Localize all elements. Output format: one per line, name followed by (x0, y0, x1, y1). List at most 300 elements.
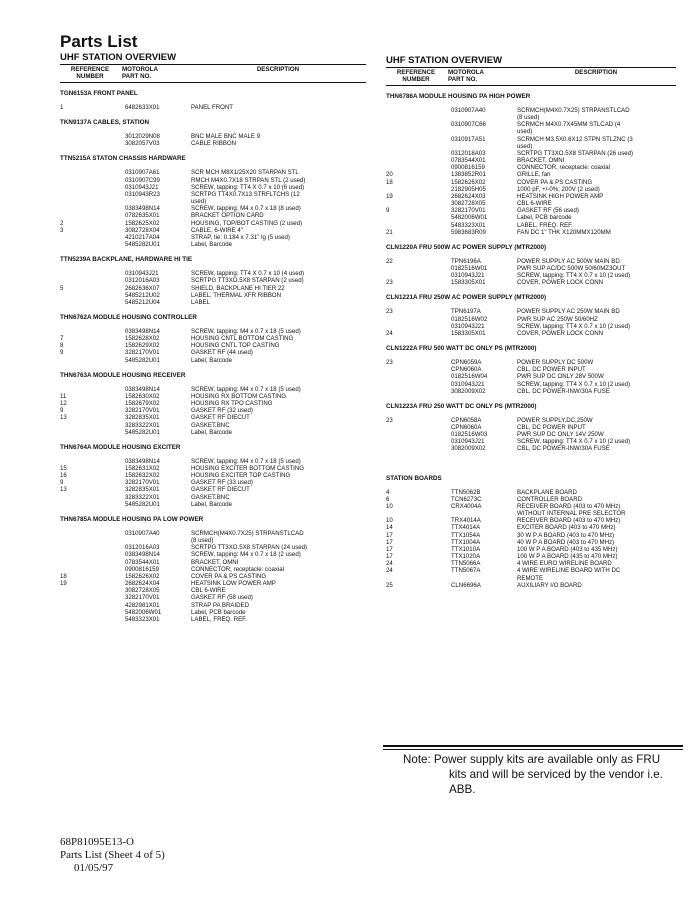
part-description: SCREW, tapping: TT4 X 0.7 x 10 (4 used) (191, 270, 305, 278)
reference-number: 10 (386, 517, 393, 525)
part-number: TPN6196A (451, 257, 481, 265)
part-description: SCREW, tapping: M4 x 0.7 x 18 (2 used) (191, 551, 301, 559)
reference-number (386, 107, 451, 114)
table-row (386, 272, 676, 279)
reference-number: 23 (386, 308, 393, 316)
reference-number: 24 (386, 567, 393, 575)
part-description: CONNECTOR, receptacle: coaxial (517, 164, 611, 172)
part-description: WITHOUT INTERNAL PRE SELECTOR (517, 510, 626, 518)
part-number: TTX1010A (451, 545, 481, 553)
table-row (386, 179, 676, 186)
part-description: COVER PA & PS CASTING (191, 572, 267, 580)
part-number: 0383498N14 (125, 551, 160, 559)
table-row (386, 489, 676, 496)
note-divider (383, 745, 683, 750)
reference-number: 19 (386, 192, 393, 200)
table-row (60, 544, 366, 551)
reference-number (60, 422, 125, 429)
part-description: CBL, DC POWER INPUT (517, 424, 586, 431)
part-number: 5485212U04 (125, 298, 160, 306)
reference-number: 17 (386, 538, 393, 546)
part-description: Label, PCB barcode (191, 608, 246, 616)
part-number: 3012029N08 (125, 133, 160, 141)
part-number: TTN5067A (451, 567, 481, 575)
reference-number (386, 128, 451, 135)
part-description: HEATSINK HIGH POWER AMP (517, 192, 604, 200)
table-row (60, 285, 366, 292)
reference-number (386, 424, 451, 431)
reference-number (60, 609, 125, 616)
part-number (125, 537, 191, 544)
header-reference-number: REFERENCE NUMBER (70, 66, 110, 80)
reference-number: 1 (60, 104, 64, 111)
part-description: LABEL (191, 298, 210, 306)
part-number: 1582631X02 (125, 465, 160, 472)
table-row (60, 580, 366, 587)
part-description: PANEL FRONT (191, 104, 233, 111)
part-description: RMCH M4X0.7X18 STRPAN STL (2 used) (191, 176, 306, 184)
table-row (60, 458, 366, 465)
reference-number (386, 150, 451, 157)
reference-number: 17 (386, 545, 393, 553)
reference-number: 24 (386, 560, 393, 568)
reference-number (386, 366, 451, 373)
table-row (60, 357, 366, 364)
part-description: GASKET RF DIECUT (191, 414, 250, 422)
table-row (60, 559, 366, 566)
table-row (386, 381, 676, 388)
table-row (386, 193, 676, 200)
reference-number (386, 164, 451, 171)
table-row (60, 198, 366, 205)
part-number: 0312018A03 (451, 149, 486, 157)
part-number: 1582630X02 (125, 392, 160, 400)
part-description: SCREW, tapping: TT4 X 0.7 x 10 (2 used) (517, 272, 631, 280)
table-row (386, 438, 676, 445)
reference-number (60, 212, 125, 219)
reference-number: 16 (60, 472, 67, 480)
part-description: SCRMCH M3.5X0.6X12 STPN STLZNC (3 (517, 135, 633, 143)
reference-number (60, 205, 125, 212)
reference-number: 8 (60, 342, 64, 350)
part-description: STRAP PA BRAIDED (191, 601, 250, 609)
reference-number: 20 (386, 171, 393, 179)
reference-number (386, 445, 451, 452)
part-number: 1383852R01 (451, 171, 486, 179)
reference-number (60, 241, 125, 248)
part-number: 5482006W01 (451, 214, 488, 222)
part-number: CPN6060A (451, 424, 482, 431)
reference-number: 24 (386, 329, 393, 337)
part-description: 4 WIRE EURO WIRELINE BOARD (517, 560, 612, 568)
part-number: 0182516W02 (451, 315, 488, 323)
reference-number (60, 501, 125, 508)
reference-number: 18 (386, 178, 393, 186)
header-part-number: MOTOROLA PART NO. (122, 66, 158, 80)
reference-number (386, 136, 451, 143)
part-number: 3282835X01 (125, 486, 160, 494)
table-row (386, 186, 676, 193)
table-row (386, 575, 676, 582)
reference-number: 3 (60, 226, 64, 234)
part-number: 0900816159 (125, 565, 159, 573)
part-description: SCREW, tapping: TT4 X 0.7 x 10 (2 used) (517, 438, 631, 446)
reference-number (386, 157, 451, 164)
reference-number: 4 (386, 488, 390, 496)
part-description: BRACKET, OMNI (517, 157, 565, 165)
part-number: 6482633X01 (125, 104, 160, 111)
part-description: SCREW, tapping: M4 x 0.7 x 18 (5 used) (191, 327, 301, 335)
section-title: TGN6153A FRONT PANEL (60, 90, 138, 97)
reference-number (60, 594, 125, 601)
reference-number (386, 431, 451, 438)
part-description: SCREW, tapping: TT4 X 0.7 x 10 (2 used) (517, 322, 631, 330)
part-number: 5485212U02 (125, 291, 160, 299)
reference-number (60, 277, 125, 284)
part-description: Label, Barcode (191, 356, 232, 364)
reference-number (60, 270, 125, 277)
table-row (386, 258, 676, 265)
reference-number (386, 510, 451, 517)
reference-number (60, 133, 125, 140)
part-number: TPN6197A (451, 308, 481, 316)
table-row (60, 212, 366, 219)
part-description: LABEL, FREQ. REF. (517, 221, 573, 229)
reference-number (60, 458, 125, 465)
part-description: HEATSINK LOW POWER AMP (191, 580, 276, 588)
part-description: FAN DC 1" THK X120MMX120MM (517, 228, 611, 236)
part-number: 1582628X02 (125, 335, 160, 343)
reference-number: 22 (386, 257, 393, 265)
part-number: 0310907C66 (451, 121, 486, 129)
table-row (386, 323, 676, 330)
note-line-2: kits and will be serviced by the vendor i.e. (449, 768, 663, 781)
part-number: 3283322X01 (125, 493, 160, 501)
part-description: POWER SUPPLY,DC,250W (517, 416, 593, 424)
table-row (60, 429, 366, 436)
table-row (60, 407, 366, 414)
table-row (60, 227, 366, 234)
reference-number (386, 265, 451, 272)
table-row (386, 366, 676, 373)
part-number: 0182516W03 (451, 431, 488, 439)
part-description: SCREW, tapping: TT4 X 0.7 x 10 (2 used) (517, 380, 631, 388)
reference-number (386, 222, 451, 229)
section-title: CLN1222A FRU 500 WATT DC ONLY PS (MTR2000) (386, 345, 537, 353)
table-row (386, 136, 676, 143)
table-row (60, 494, 366, 501)
part-number: TTN5066A (451, 560, 481, 568)
table-row (60, 299, 366, 306)
part-description: BNC MALE BNC MALE 9 (191, 133, 261, 141)
table-row (386, 539, 676, 546)
table-row (60, 277, 366, 284)
section-title: CLN1223A FRU 250 WATT DC ONLY PS (MTR2000) (386, 402, 537, 410)
table-row (386, 107, 676, 114)
part-description: HOUSING EXCITER BOTTOM CASTING (191, 465, 304, 472)
table-row (386, 164, 676, 171)
part-description: HOUSING RX BOTTOM CASTING (191, 392, 287, 400)
column-title: UHF STATION OVERVIEW (386, 55, 676, 68)
part-number: 0383498N14 (125, 385, 160, 393)
column-title: UHF STATION OVERVIEW (60, 52, 366, 65)
reference-number: 10 (386, 502, 393, 510)
table-row (60, 551, 366, 558)
reference-number (60, 386, 125, 393)
table-row (60, 241, 366, 248)
part-description: HOUSING, TOP/BOT CASTING (2 used) (191, 219, 303, 227)
table-row (386, 171, 676, 178)
part-description: HOUSING EXCITER TOP CASTING (191, 472, 291, 480)
reference-number: 18 (60, 572, 67, 580)
part-description: GASKET,BNC (191, 421, 230, 429)
part-number: 0310943J21 (125, 183, 159, 191)
part-number: 0310943J21 (451, 322, 485, 330)
table-row (60, 479, 366, 486)
table-row (386, 150, 676, 157)
part-number: 3082728X04 (125, 226, 160, 234)
part-description: GASKET RF (33 used) (191, 479, 253, 487)
header-reference-number: REFERENCE NUMBER (396, 69, 436, 83)
part-description: SHIELD, BACKPLANE HI TIER 22 (191, 284, 285, 292)
part-number: 2682624X03 (451, 192, 486, 200)
part-description: BRACKET, OMNI (191, 558, 239, 566)
reference-number: 6 (386, 495, 390, 503)
part-number: 3082057V03 (125, 140, 160, 148)
table-row (60, 234, 366, 241)
table-row (386, 582, 676, 589)
table-row (386, 431, 676, 438)
reference-number: 7 (60, 335, 64, 343)
reference-number: 17 (386, 531, 393, 539)
part-description: RECEIVER BOARD (403 to 470 MHz) (517, 502, 621, 510)
table-row (386, 546, 676, 553)
part-description: REMOTE (517, 574, 544, 582)
table-row (386, 114, 676, 121)
table-row (386, 424, 676, 431)
sheet-label: Parts List (Sheet 4 of 5) (60, 849, 165, 861)
table-row (60, 602, 366, 609)
table-row (60, 530, 366, 537)
part-number: TTX1054A (451, 531, 481, 539)
part-description: used) (517, 128, 533, 136)
reference-number (60, 566, 125, 573)
part-description: Label, PCB barcode (517, 214, 572, 222)
part-description: AUXILIARY I/O BOARD (517, 581, 582, 589)
reference-number (386, 323, 451, 330)
table-row (60, 609, 366, 616)
table-row (386, 128, 676, 135)
part-number: 0310907A61 (125, 169, 160, 177)
part-number: 0310943J21 (451, 380, 485, 388)
part-number: 4210217A04 (125, 233, 160, 241)
part-description: 30 W P A BOARD (403 to 470 MHz) (517, 531, 615, 539)
table-row (386, 532, 676, 539)
table-row (386, 214, 676, 221)
reference-number: 9 (60, 479, 64, 487)
part-description: SCREW, tapping: M4 x 0.7 x 18 (5 used) (191, 385, 301, 393)
part-description: HOUSING RX TPO CASTING (191, 400, 273, 408)
reference-number (386, 388, 451, 395)
table-row (386, 524, 676, 531)
table-row (60, 335, 366, 342)
part-number (451, 575, 517, 582)
part-description: POWER SUPPLY DC 500W (517, 359, 594, 367)
reference-number (386, 214, 451, 221)
part-description: 1000 pF, +/-0%; 200V (2 used) (517, 185, 600, 193)
part-number: 1583305X01 (451, 329, 486, 337)
part-description: COVER PA & PS CASTING (517, 178, 593, 186)
part-number: 0782635X01 (125, 212, 160, 220)
part-description: GASKET RF (44 used) (191, 349, 253, 357)
table-row (60, 414, 366, 421)
reference-number (60, 494, 125, 501)
part-number: TTX4014A (451, 524, 481, 532)
table-row (386, 121, 676, 128)
reference-number: 17 (386, 553, 393, 561)
table-row (386, 445, 676, 452)
reference-number: 2 (60, 219, 64, 227)
reference-number (386, 316, 451, 323)
left-column (60, 52, 366, 623)
reference-number: 13 (60, 486, 67, 494)
reference-number (60, 234, 125, 241)
table-row (60, 349, 366, 356)
part-number: 3082009X02 (451, 445, 486, 453)
table-row (386, 229, 676, 236)
part-description: PWR SUP DC ONLY 14V 250W (517, 431, 604, 439)
reference-number: 9 (60, 349, 64, 357)
part-description: LABEL, THERMAL XFR RIBBON (191, 291, 282, 299)
part-number: 5485282U01 (125, 428, 160, 436)
part-number (451, 114, 517, 121)
part-description: CBL 6-WIRE (517, 200, 552, 208)
reference-number: 14 (386, 524, 393, 532)
reference-number: 5 (60, 284, 64, 292)
part-description: PWR SUP DC ONLY 28V 500W (517, 373, 604, 381)
part-description: GASKET RF (32 used) (191, 407, 253, 415)
part-number: 5485282U01 (125, 241, 160, 249)
table-row (60, 140, 366, 147)
part-number: 3082728X05 (451, 200, 486, 208)
table-row (386, 279, 676, 286)
section-title: TKN9137A CABLES, STATION (60, 119, 150, 127)
reference-number: 19 (60, 580, 67, 588)
part-description: PWR SUP AC 250W 50/60HZ (517, 315, 598, 323)
part-description: (8 used) (191, 537, 214, 545)
right-column (386, 52, 676, 589)
part-number: CRX4004A (451, 502, 482, 510)
part-description: SCR MCH M8X1/25X20 STARPAN STL (191, 169, 299, 177)
part-number: 5983683R09 (451, 228, 486, 236)
reference-number: 9 (60, 407, 64, 415)
part-number (451, 510, 517, 517)
part-description: SCRMCH(M4X0.7X25) STRPANSTLCAD (517, 107, 630, 114)
table-row (60, 292, 366, 299)
part-description: CBL, DC POWER-INW/30A FUSE (517, 387, 610, 395)
part-description: Label, Barcode (191, 500, 232, 508)
table-row (60, 270, 366, 277)
part-number: 0383498N14 (125, 205, 160, 213)
reference-number (60, 602, 125, 609)
part-number: 1582626X02 (125, 572, 160, 580)
part-description: CABLE, 6-WIRE 4" (191, 226, 243, 234)
table-row (386, 496, 676, 503)
part-description: CONTROLLER BOARD (517, 495, 583, 503)
part-description: CBL 6-WIRE (191, 587, 226, 595)
reference-number (60, 551, 125, 558)
part-number (451, 128, 517, 135)
part-number: 3282170V01 (125, 349, 160, 357)
page-footer (60, 836, 165, 875)
part-number: TCN6273C (451, 495, 482, 503)
part-description: (8 used) (517, 114, 540, 122)
part-number: 0783544X01 (451, 157, 486, 165)
table-row (60, 501, 366, 508)
section-title: CLN1221A FRU 250W AC POWER SUPPLY (MTR2000) (386, 294, 547, 302)
reference-number (386, 575, 451, 582)
part-number: 1583305X01 (451, 279, 486, 287)
table-row (60, 566, 366, 573)
section-title: CLN1220A FRU 500W AC POWER SUPPLY (MTR2000) (386, 243, 547, 251)
reference-number (60, 169, 125, 176)
reference-number: 23 (386, 416, 393, 424)
reference-number: 11 (60, 392, 67, 400)
table-row (60, 184, 366, 191)
table-row (386, 510, 676, 517)
part-description: SCRTPG TT3XO.5X8 STARPAN (24 used) (191, 544, 308, 552)
part-description: SCREW, tapping: M4 x 0.7 x 18 (8 used) (191, 205, 301, 213)
table-row (60, 328, 366, 335)
part-number: 0310943R23 (125, 190, 160, 198)
part-description: 4 WIRE WIRELINE BOARD WITH DC (517, 567, 621, 575)
table-row (386, 359, 676, 366)
table-row (386, 417, 676, 424)
part-number: 3282170V01 (125, 479, 160, 487)
part-description: 40 W P A BOARD (403 to 470 MHz) (517, 538, 615, 546)
part-number: 0310943J21 (125, 270, 159, 278)
reference-number (60, 544, 125, 551)
table-row (60, 422, 366, 429)
part-number: 1582679X02 (125, 400, 160, 408)
part-number: 1582632X02 (125, 472, 160, 480)
part-number: 3282170V01 (451, 207, 486, 215)
part-description: RECEIVER BOARD (403 to 470 MHz) (517, 517, 621, 525)
reference-number (386, 438, 451, 445)
table-row (386, 553, 676, 560)
part-description: Label, Barcode (191, 241, 232, 249)
section-title: TTN5239A BACKPLANE, HARDWARE HI TIE (60, 256, 193, 264)
reference-number (60, 587, 125, 594)
reference-number (60, 530, 125, 537)
page-title: Parts List (60, 32, 138, 51)
part-description: 100 W P A BOARD (403 to 435 MHz) (517, 545, 618, 553)
reference-number (60, 184, 125, 191)
header-description: DESCRIPTION (256, 66, 300, 73)
part-number: 0310907C99 (125, 176, 160, 184)
table-row (60, 191, 366, 198)
reference-number (60, 537, 125, 544)
part-number: 4282981X01 (125, 601, 160, 609)
part-number: 0182516W04 (451, 373, 488, 381)
part-number: TTX1004A (451, 538, 481, 546)
section-title: THN6762A MODULE HOUSING CONTROLLER (60, 313, 197, 321)
note-line-1: Note: Power supply kits are available only as FRU (403, 753, 661, 766)
part-description: GASKET RF (56 used) (517, 207, 579, 215)
part-number: 0312016A03 (125, 544, 160, 552)
part-number: 0783544X01 (125, 558, 160, 566)
table-row (60, 104, 366, 111)
